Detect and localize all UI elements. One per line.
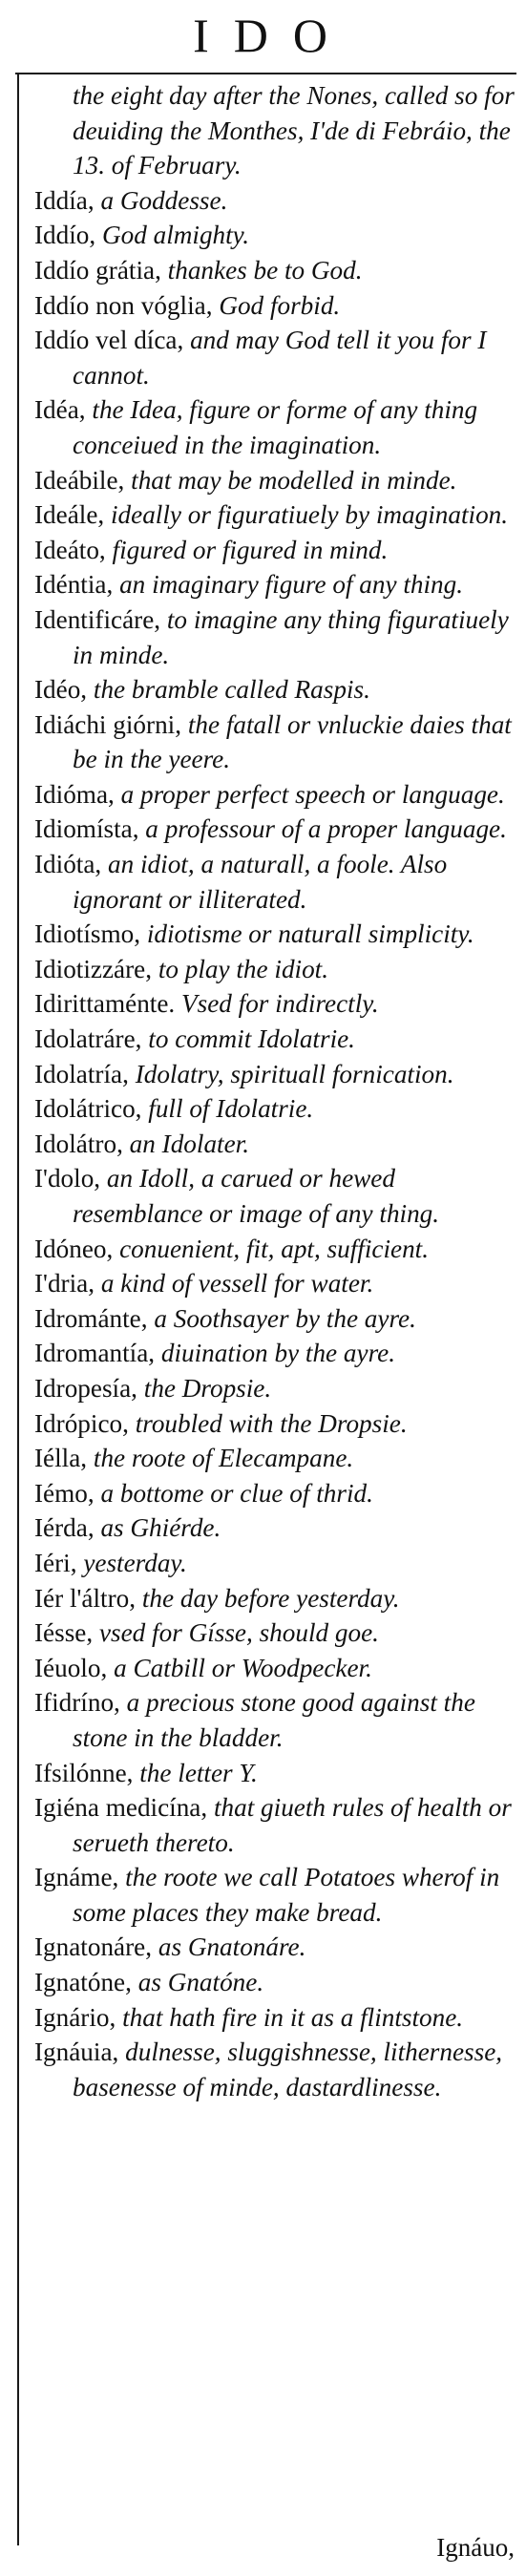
dictionary-entry [34, 1406, 518, 1442]
headword: Iddío vel díca, [34, 326, 184, 355]
headword: Iéuolo, [34, 1653, 108, 1682]
headword: Idolatráre, [34, 1024, 142, 1054]
definition: the day before yesterday. [141, 1583, 400, 1613]
catchword: Ignáuo, [436, 2533, 515, 2562]
dictionary-entry [34, 323, 518, 392]
headword: Ignáuia, [34, 2038, 119, 2067]
dictionary-entry [34, 1860, 518, 1930]
dictionary-entry [34, 1127, 518, 1162]
definition: the bramble called Raspis. [93, 675, 370, 705]
dictionary-entry [34, 2035, 518, 2104]
continuation-text: the eight day after the Nones, called so for deuiding the Monthes, I'de di Febráio, the 13. of February. [73, 81, 515, 180]
definition: as Ghiérde. [100, 1513, 221, 1543]
headword: Iddío grátia, [34, 255, 161, 285]
definition: an imaginary figure of any thing. [119, 570, 464, 600]
definition: yesterday. [83, 1548, 187, 1577]
definition: an Idolater. [129, 1129, 250, 1158]
definition: a proper perfect speech or language. [120, 779, 505, 809]
headword: Ideáto, [34, 535, 106, 564]
headword: Ideábile, [34, 465, 125, 495]
dictionary-entry [34, 1685, 518, 1755]
definition: Idolatry, spirituall fornication. [135, 1059, 454, 1088]
column-rule [17, 73, 19, 2545]
definition: vsed for Gísse, should goe. [98, 1618, 379, 1648]
headword: Iélla, [34, 1444, 88, 1473]
dictionary-entry [34, 1546, 518, 1581]
headword: Ideále, [34, 500, 105, 530]
headword: Idiáchi giórni, [34, 709, 182, 739]
dictionary-entry [34, 1756, 518, 1791]
headword: Ignatóne, [34, 1968, 132, 1997]
definition: a bottome or clue of thrid. [100, 1478, 373, 1508]
definition: a professour of a proper language. [145, 814, 507, 844]
headword: Ifsilónne, [34, 1758, 134, 1787]
definition: a Catbill or Woodpecker. [114, 1653, 372, 1682]
dictionary-entry [34, 1510, 518, 1546]
dictionary-entry [34, 183, 518, 219]
headword: Idiomísta, [34, 814, 139, 844]
dictionary-entry [34, 986, 518, 1022]
definition: to commit Idolatrie. [148, 1024, 355, 1054]
headword: Idrománte, [34, 1303, 148, 1333]
headword: Iéri, [34, 1548, 77, 1577]
dictionary-entry [34, 1057, 518, 1092]
definition: the roote of Elecampane. [93, 1444, 354, 1473]
dictionary-entry [34, 1930, 518, 1965]
dictionary-entry [34, 253, 518, 288]
headword: Iddío, [34, 221, 96, 250]
headword: Iérda, [34, 1513, 95, 1543]
definition: as Gnatóne. [137, 1968, 264, 1997]
headword: Idiotísmo, [34, 919, 141, 949]
dictionary-entry [34, 1581, 518, 1616]
running-head: IDO [193, 9, 352, 62]
headword: Idiotizzáre, [34, 954, 153, 983]
headword: Idromantía, [34, 1339, 156, 1368]
definition: that may be modelled in minde. [131, 465, 457, 495]
dictionary-entry [34, 1371, 518, 1406]
definition: a kind of vessell for water. [100, 1269, 374, 1299]
headword: Iér l'áltro, [34, 1583, 137, 1613]
headword: Ignário, [34, 2002, 116, 2032]
headword: Idéntia, [34, 570, 114, 600]
dictionary-entry [34, 1441, 518, 1476]
headword: Igiéna medicína, [34, 1793, 208, 1823]
definition: the roote we call Potatoes wherof in some places they make bread. [73, 1863, 500, 1927]
definition: troubled with the Dropsie. [135, 1408, 408, 1438]
definition: a precious stone good against the stone in the bladder. [73, 1688, 475, 1752]
definition: God forbid. [219, 290, 341, 320]
dictionary-entry [34, 1266, 518, 1301]
definition: and may God tell it you for I cannot. [73, 326, 487, 390]
definition: full of Idolatrie. [148, 1094, 314, 1124]
headword: Idrópico, [34, 1408, 129, 1438]
dictionary-entry [34, 218, 518, 253]
definition: the letter Y. [139, 1758, 258, 1787]
definition: conuenient, fit, apt, sufficient. [119, 1234, 430, 1263]
dictionary-entry [34, 672, 518, 707]
dictionary-entry [34, 1232, 518, 1267]
dictionary-entry [34, 777, 518, 813]
dictionary-entry [34, 1790, 518, 1860]
definition: to imagine any thing figuratiuely in minde. [73, 604, 509, 669]
headword: Iddía, [34, 185, 95, 215]
definition: a Soothsayer by the ayre. [154, 1303, 416, 1333]
dictionary-entry [34, 917, 518, 952]
dictionary-entry [34, 602, 518, 672]
headword: I'dria, [34, 1269, 95, 1299]
dictionary-entry [34, 1651, 518, 1686]
headword: Iddío non vóglia, [34, 290, 213, 320]
header-rule [15, 73, 516, 74]
headword: Idióta, [34, 850, 102, 879]
headword: Idolatría, [34, 1059, 129, 1088]
headword: Iésse, [34, 1618, 94, 1648]
dictionary-entry [34, 847, 518, 917]
dictionary-entry [34, 533, 518, 568]
definition: to play the idiot. [158, 954, 329, 983]
definition: as Gnatonáre. [158, 1932, 306, 1962]
dictionary-entry [34, 288, 518, 324]
dictionary-entry [34, 2000, 518, 2036]
entry-list [34, 78, 518, 2104]
dictionary-entry [34, 497, 518, 533]
dictionary-entry [34, 1091, 518, 1127]
definition: the Idea, figure or forme of any thing conceiued in the imagination. [73, 395, 478, 459]
definition: Vsed for indirectly. [181, 989, 379, 1019]
dictionary-entry [34, 1336, 518, 1371]
dictionary-entry [34, 1022, 518, 1057]
definition: diuination by the ayre. [160, 1339, 396, 1368]
dictionary-entry [34, 952, 518, 987]
dictionary-entry [34, 1615, 518, 1651]
dictionary-entry [34, 1965, 518, 2000]
definition: idiotisme or naturall simplicity. [146, 919, 474, 949]
definition: God almighty. [101, 221, 250, 250]
headword: Idirittaménte. [34, 989, 176, 1019]
dictionary-entry [34, 812, 518, 847]
dictionary-entry [34, 567, 518, 602]
dictionary-entry [34, 707, 518, 777]
headword: Idióma, [34, 779, 115, 809]
headword: Idolátro, [34, 1129, 123, 1158]
headword: Idropesía, [34, 1373, 137, 1403]
headword: Identificáre, [34, 604, 161, 634]
dictionary-entry [34, 1301, 518, 1337]
definition: thankes be to God. [167, 255, 363, 285]
definition: figured or figured in mind. [112, 535, 389, 564]
headword: Idéa, [34, 395, 86, 425]
headword: Idolátrico, [34, 1094, 142, 1124]
definition: the fatall or vnluckie daies that be in the yeere. [73, 709, 512, 774]
definition: the Dropsie. [143, 1373, 272, 1403]
dictionary-entry [34, 1161, 518, 1231]
dictionary-entry [34, 392, 518, 462]
headword: Idéo, [34, 675, 88, 705]
definition: that giueth rules of health or serueth thereto. [73, 1793, 512, 1857]
definition: an idiot, a naturall, a foole. Also ignorant or illiterated. [73, 850, 448, 914]
headword: Ignáme, [34, 1863, 119, 1892]
headword: Ifidríno, [34, 1688, 120, 1718]
headword: I'dolo, [34, 1164, 101, 1193]
headword: Iémo, [34, 1478, 95, 1508]
dictionary-entry [34, 463, 518, 498]
definition: a Goddesse. [100, 185, 228, 215]
dictionary-entry [34, 1476, 518, 1511]
definition: that hath fire in it as a flintstone. [122, 2002, 464, 2032]
definition: ideally or figuratiuely by imagination. [111, 500, 509, 530]
headword: Idóneo, [34, 1234, 114, 1263]
definition: dulnesse, sluggishnesse, lithernesse, basenesse of minde, dastardlinesse. [73, 2038, 503, 2101]
definition: an Idoll, a carued or hewed resemblance or image of any thing. [73, 1164, 440, 1228]
headword: Ignatonáre, [34, 1932, 153, 1962]
